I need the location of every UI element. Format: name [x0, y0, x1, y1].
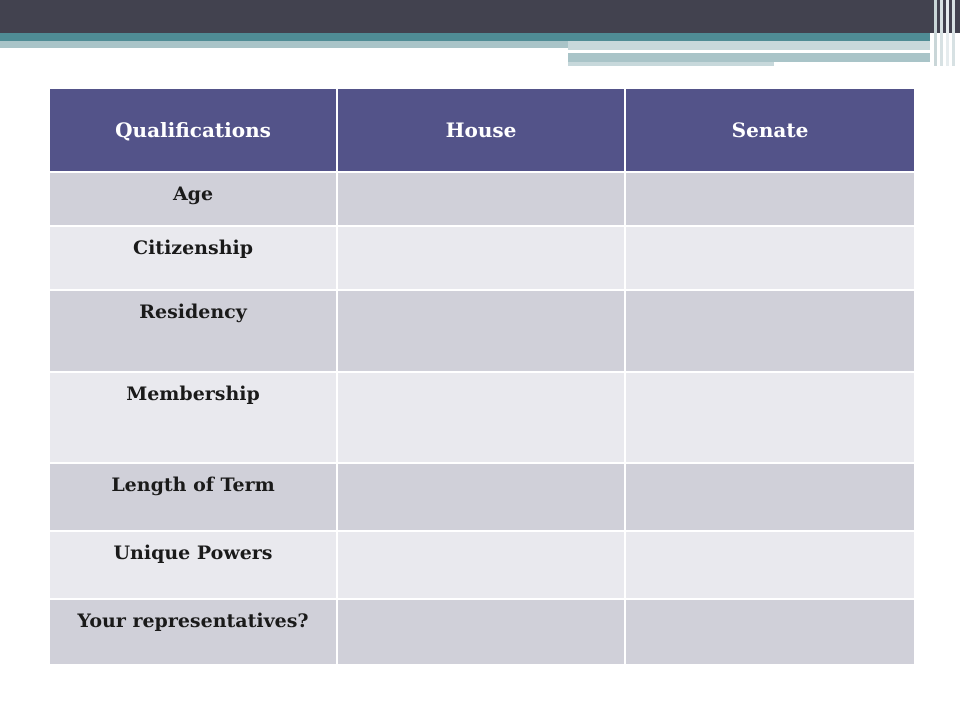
light-accent-band: [0, 41, 568, 48]
house-cell: [337, 172, 625, 226]
table-row: [49, 172, 915, 226]
house-cell: [337, 599, 625, 665]
row-label: Age: [49, 172, 337, 226]
senate-cell: [625, 290, 915, 372]
row-label: Unique Powers: [49, 531, 337, 599]
house-cell: [337, 463, 625, 531]
senate-cell: [625, 226, 915, 290]
row-label: Membership: [49, 372, 337, 463]
teal-accent-band: [0, 33, 930, 41]
edge-stripe: [934, 0, 937, 66]
row-label: Your representatives?: [49, 599, 337, 665]
house-cell: [337, 372, 625, 463]
house-cell: [337, 531, 625, 599]
edge-stripe: [940, 0, 943, 66]
qualifications-table: [48, 87, 916, 666]
table-row: [49, 290, 915, 372]
table-row: [49, 463, 915, 531]
qualifications-table-container: [48, 87, 914, 666]
table-row: [49, 531, 915, 599]
table-row: [49, 599, 915, 665]
header-qualifications: Qualifications: [49, 88, 337, 172]
row-label: Length of Term: [49, 463, 337, 531]
table-row: [49, 372, 915, 463]
senate-cell: [625, 172, 915, 226]
top-decorative-bar: [0, 0, 960, 33]
edge-stripe: [952, 0, 955, 66]
right-accent-band-bottom: [568, 62, 774, 66]
right-accent-band: [568, 41, 930, 50]
house-cell: [337, 290, 625, 372]
header-house: House: [337, 88, 625, 172]
edge-stripe: [946, 0, 949, 66]
table-row: [49, 226, 915, 290]
table-header-row: [49, 88, 915, 172]
senate-cell: [625, 599, 915, 665]
row-label: Citizenship: [49, 226, 337, 290]
row-label: Residency: [49, 290, 337, 372]
house-cell: [337, 226, 625, 290]
senate-cell: [625, 531, 915, 599]
senate-cell: [625, 372, 915, 463]
header-senate: Senate: [625, 88, 915, 172]
senate-cell: [625, 463, 915, 531]
right-accent-band-lower: [568, 53, 930, 62]
